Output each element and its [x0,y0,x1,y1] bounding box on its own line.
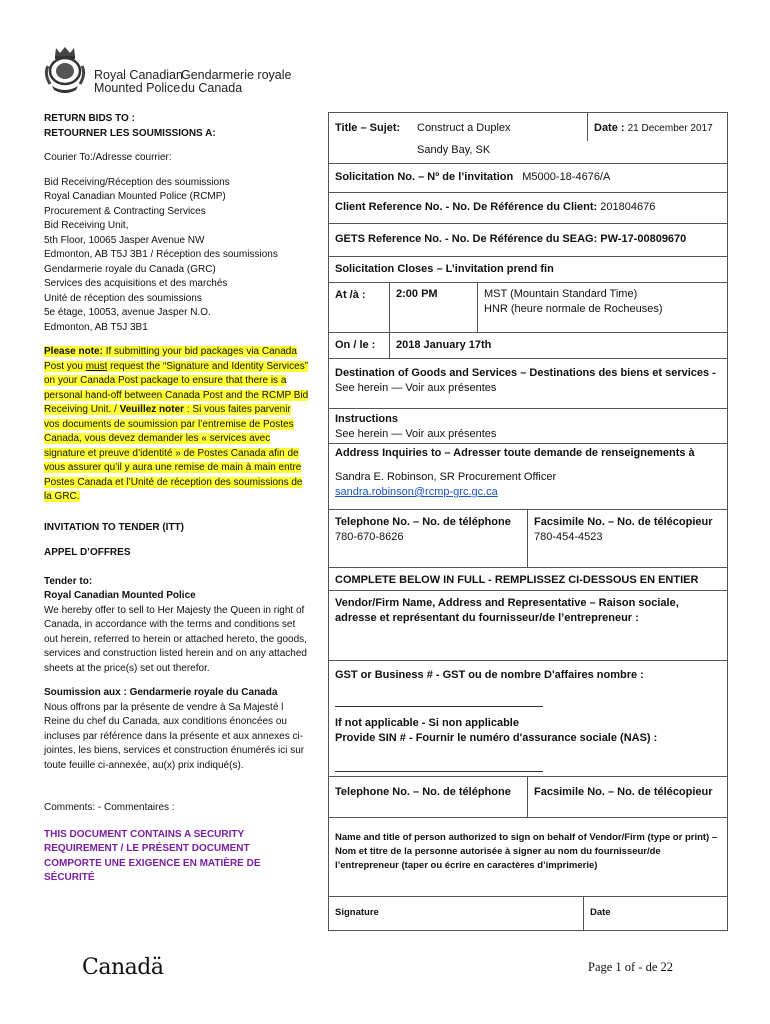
inquiries-row [329,444,727,510]
timezone-en: MST (Mountain Standard Time) [484,288,638,300]
phone-value: 780-670-8626 [335,531,404,543]
address-line: Edmonton, AB T5J 3B1 [44,321,148,333]
courier-label: Courier To:/Adresse courrier: [44,152,172,163]
signature-row [329,897,727,930]
address-line: Bid Receiving/Réception des soumissions [44,176,230,188]
soumission-label: Soumission aux : Gendarmerie royale du Canada [44,687,278,698]
vendor-phone-row [329,777,727,818]
fax-label: Facsimile No. – No. de télécopieur [534,516,713,528]
complete-below-label: COMPLETE BELOW IN FULL - REMPLISSEZ CI-DESSOUS EN ENTIER [335,574,699,586]
org-name-fr: Gendarmerie royale du Canada [181,68,292,95]
client-ref-row [329,193,727,224]
address-line: Bid Receiving Unit, [44,220,129,231]
address-line: 5e étage, 10053, avenue Jasper N.O. [44,307,211,318]
date-cell [587,113,727,141]
solicitation-form [328,112,728,931]
tender-offer-fr: Nous offrons par la présente de vendre à Sa Majesté l Reine du chef du Canada, aux conditions énoncées ou incluses par référence dans la présente et aux annexes ci-jointes, les biens, services et construction énumérés ici sur toute feuille ci-annexée, au(x) prix indiqué(s). [44,701,305,771]
address-line: Edmonton, AB T5J 3B1 / Réception des soumissions [44,249,278,260]
instructions-label: Instructions [335,413,398,425]
closing-time: 2:00 PM [389,283,477,332]
date-label: Date : [594,122,625,134]
address-line: Gendarmerie royale du Canada (GRC) [44,263,216,275]
vendor-phone-label: Telephone No. – No. de téléphone [335,786,511,798]
signature-date-label[interactable]: Date [583,897,727,930]
vendor-label: Vendor/Firm Name, Address and Representative – Raison sociale, adresse et représentant du fournisseur/de l’entrepreneur : [335,597,679,624]
canada-wordmark: Canadä [82,955,164,980]
address-line: Services des acquisitions et des marchés [44,278,228,289]
vendor-row[interactable] [329,591,727,661]
solicitation-row [329,164,727,193]
gets-ref-label: GETS Reference No. - No. De Référence du SEAG: PW-17-00809670 [335,233,687,245]
title-row [329,113,727,164]
tender-to-label: Tender to: [44,575,93,587]
destination-value: See herein — Voir aux présentes [335,382,497,394]
closing-date-row [329,333,727,359]
vendor-fax-label: Facsimile No. – No. de télécopieur [527,777,727,817]
left-column [44,112,309,886]
address-line: Procurement & Contracting Services [44,205,206,217]
gst-sin-row[interactable] [329,661,727,777]
sin-label: Provide SIN # - Fournir le numéro d'assurance sociale (NAS) : [335,732,658,744]
canada-post-note: Please note: If submitting your bid packages via Canada Post you must request the “Signature and Identity Services” on your Canada Post package to ensure that there is a personal hand-off between Canada Post and the RCMP Bid Receiving Unit. / Veuillez noter : Si vous faites parvenir vos documents de soumission par l’entremise de Postes Canada, vous devez demander les « services avec signature et preuve d’identité » de Postes Canada afin de vous assurer qu’il y aura une remise de main à main entre Postes Canada et l’Unité de réception des soumissions de la GRC. [44,346,309,502]
closing-time-row [329,283,727,333]
address-line: 5th Floor, 10065 Jasper Avenue NW [44,234,205,246]
return-address [44,176,309,336]
signature-label[interactable]: Signature [335,907,379,918]
phone-cell [335,515,511,545]
authorized-person-label: Name and title of person authorized to sign on behalf of Vendor/Firm (type or print) – Nom et titre de la personne autorisée à signer au nom du fournisseur/de l’entrepreneur (taper ou écrire en caractères d’imprimerie) [335,832,718,871]
instructions-value: See herein — Voir aux présentes [335,428,497,440]
fax-value: 780-454-4523 [534,531,603,543]
timezone-fr: HNR (heure normale de Rocheuses) [484,303,663,315]
destination-label: Destination of Goods and Services – Destinations des biens et services - [335,367,716,379]
complete-below-row [329,568,727,591]
gst-label: GST or Business # - GST ou de nombre D'affaires nombre : [335,669,644,681]
page-number: Page 1 of - de 22 [588,960,674,974]
timezone-cell [477,283,727,332]
security-requirement: THIS DOCUMENT CONTAINS A SECURITY REQUIREMENT / LE PRÉSENT DOCUMENT COMPORTE UNE EXIGENCE EN MATIÈRE DE SÉCURITÉ [44,828,261,883]
address-line: Unité de réception des soumissions [44,292,202,304]
inquiries-label: Address Inquiries to – Adresser toute demande de renseignements à [335,447,695,459]
solicitation-label: Solicitation No. – Nº de l’invitation [335,171,514,183]
tender-offer-en: We hereby offer to sell to Her Majesty the Queen in right of Canada, in accordance with the terms and conditions set out herein, referred to herein or attached hereto, the goods, services and construction listed herein and on any attached sheets at the price(s) set out therefor. [44,604,307,674]
sin-blank-line[interactable] [335,770,543,772]
on-label: On / le : [335,339,376,351]
title-line1: Construct a Duplex [417,122,511,134]
title-label: Title – Sujet: [335,122,401,134]
gst-blank-line[interactable] [335,705,543,707]
closes-label: Solicitation Closes – L’invitation prend fin [335,263,554,275]
client-ref-label: Client Reference No. - No. De Référence du Client: [335,201,598,213]
closing-date: 2018 January 17th [389,333,727,358]
phone-label: Telephone No. – No. de téléphone [335,516,511,528]
tender-to-org: Royal Canadian Mounted Police [44,590,196,601]
comments-label: Comments: - Commentaires : [44,802,175,813]
return-bids-heading: RETURN BIDS TO : [44,113,135,124]
destination-row [329,359,727,409]
instructions-row [329,409,727,444]
itt-heading: INVITATION TO TENDER (ITT) [44,521,184,533]
org-name-en: Royal Canadian Mounted Police [94,68,183,95]
title-line2: Sandy Bay, SK [417,144,491,156]
contact-phone-row [329,510,727,568]
fax-cell [527,510,727,567]
at-label: At /à : [335,289,366,301]
solicitation-value: M5000-18-4676/A [522,171,611,183]
date-value: 21 December 2017 [627,123,713,134]
authorized-person-row[interactable] [329,818,727,897]
return-bids-heading-fr: RETOURNER LES SOUMISSIONS A: [44,127,216,139]
contact-name: Sandra E. Robinson, SR Procurement Officer [335,471,557,483]
not-applicable-label: If not applicable - Si non applicable [335,717,519,729]
closes-row [329,257,727,283]
client-ref-value: 201804676 [600,201,656,213]
gets-ref-row [329,224,727,257]
address-line: Royal Canadian Mounted Police (RCMP) [44,191,226,202]
contact-email-link[interactable]: sandra.robinson@rcmp-grc.gc.ca [335,486,498,498]
itt-heading-fr: APPEL D’OFFRES [44,547,131,558]
rcmp-crest-logo [44,44,86,94]
